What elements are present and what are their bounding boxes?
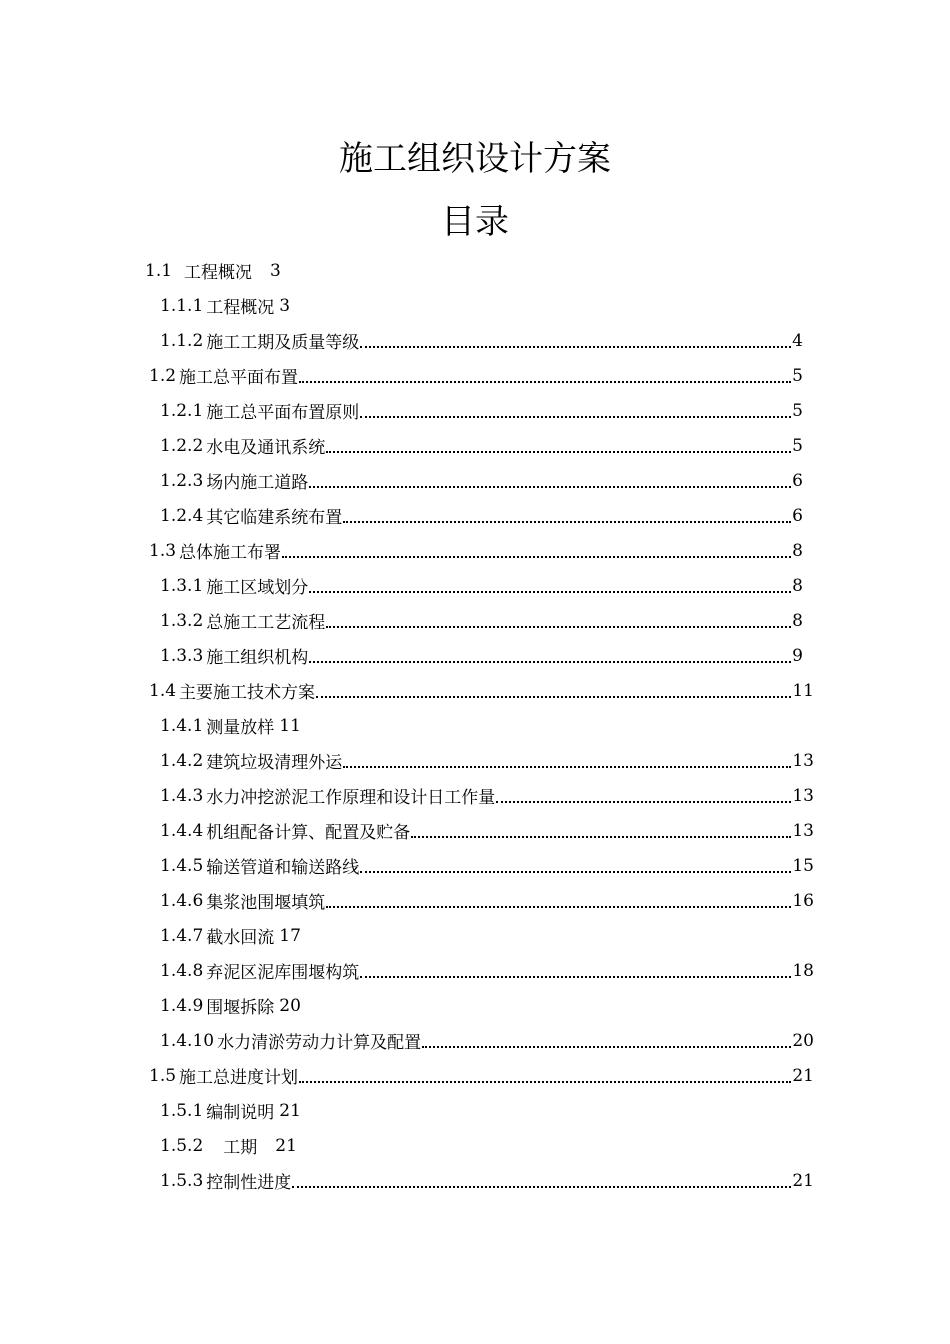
toc-entry-text: 总施工工艺流程 (206, 613, 326, 633)
toc-entry-text: 主要施工技术方案 (179, 683, 316, 703)
toc-entry-number: 1.3.3 (160, 645, 204, 666)
toc-entry-number: 1.3.1 (160, 575, 204, 596)
toc-entry[interactable] (0, 253, 950, 288)
toc-leader-dots (316, 678, 791, 698)
toc-leader-dots (309, 643, 791, 663)
toc-leader-dots (309, 573, 791, 593)
toc-leader-dots (360, 958, 791, 978)
toc-entry-number: 1.5.3 (160, 1170, 204, 1191)
toc-entry-text: 工程概况 (206, 298, 275, 318)
toc-entry[interactable] (0, 393, 803, 428)
toc-entry[interactable] (0, 778, 814, 813)
toc-entry[interactable] (0, 813, 814, 848)
toc-entry-page: 11 (279, 715, 301, 736)
toc-entry[interactable] (0, 708, 814, 743)
toc-entry-number: 1.1 (145, 260, 173, 281)
toc-entry-text: 施工工期及质量等级 (206, 333, 360, 353)
toc-entry[interactable] (0, 568, 803, 603)
toc-entry-number: 1.4.6 (160, 890, 204, 911)
toc-entry-page: 5 (792, 435, 803, 456)
toc-entry-page: 11 (792, 680, 814, 701)
toc-entry-page: 4 (792, 330, 803, 351)
toc-entry[interactable] (0, 1023, 814, 1058)
toc-entry-text: 弃泥区泥库围堰构筑 (206, 963, 360, 983)
toc-leader-dots (282, 538, 791, 558)
toc-leader-dots (343, 503, 791, 523)
toc-entry-text: 施工总平面布置 (179, 368, 299, 388)
toc-entry-number: 1.2 (149, 365, 177, 386)
toc-entry-text: 总体施工布署 (179, 543, 282, 563)
toc-leader-dots (343, 748, 791, 768)
toc-entry-number: 1.4.4 (160, 820, 204, 841)
toc-entry[interactable] (0, 323, 803, 358)
toc-entry-page: 3 (279, 295, 291, 316)
toc-entry[interactable] (0, 463, 803, 498)
toc-leader-dots (360, 328, 791, 348)
toc-entry-text: 编制说明 (206, 1103, 275, 1123)
toc-leader-dots (360, 398, 791, 418)
table-of-contents (0, 253, 950, 1198)
toc-entry[interactable] (0, 743, 814, 778)
toc-entry-page: 21 (275, 1135, 297, 1156)
toc-entry-page: 9 (792, 645, 803, 666)
toc-entry-page: 17 (279, 925, 301, 946)
toc-leader-dots (326, 433, 791, 453)
toc-entry-text: 工程概况 (184, 263, 253, 283)
toc-entry[interactable] (0, 428, 803, 463)
toc-entry-number: 1.2.1 (160, 400, 204, 421)
toc-entry-page: 20 (792, 1030, 814, 1051)
toc-leader-dots (411, 818, 791, 838)
toc-entry[interactable] (0, 638, 803, 673)
toc-entry-page: 21 (792, 1170, 814, 1191)
toc-entry-text: 控制性进度 (206, 1173, 292, 1193)
toc-leader-dots (326, 888, 791, 908)
toc-leader-dots (422, 1028, 791, 1048)
toc-entry-number: 1.4.9 (160, 995, 204, 1016)
toc-entry-number: 1.4.2 (160, 750, 204, 771)
toc-entry-page: 16 (792, 890, 814, 911)
toc-entry-text: 施工区域划分 (206, 578, 309, 598)
toc-entry-text: 水电及通讯系统 (206, 438, 326, 458)
toc-entry-page: 3 (270, 260, 281, 281)
toc-entry-number: 1.2.3 (160, 470, 204, 491)
toc-entry[interactable] (0, 1128, 814, 1163)
toc-entry-page: 13 (792, 785, 814, 806)
toc-entry-text: 水力清淤劳动力计算及配置 (217, 1033, 422, 1053)
toc-leader-dots (299, 1063, 791, 1083)
toc-entry-text: 水力冲挖淤泥工作原理和设计日工作量 (206, 788, 496, 808)
toc-entry-text: 围堰拆除 (206, 998, 275, 1018)
toc-entry[interactable] (0, 988, 814, 1023)
document-title: 施工组织设计方案 (339, 139, 611, 179)
toc-entry-text: 其它临建系统布置 (206, 508, 343, 528)
toc-entry[interactable] (0, 673, 814, 708)
toc-leader-dots (496, 783, 791, 803)
toc-entry-number: 1.2.4 (160, 505, 204, 526)
toc-entry-page: 13 (792, 750, 814, 771)
toc-entry-number: 1.4.5 (160, 855, 204, 876)
toc-entry[interactable] (0, 1058, 814, 1093)
toc-entry-number: 1.4.1 (160, 715, 204, 736)
toc-entry[interactable] (0, 1093, 814, 1128)
toc-entry-number: 1.4.3 (160, 785, 204, 806)
toc-entry[interactable] (0, 533, 803, 568)
toc-entry-text: 建筑垃圾清理外运 (206, 753, 343, 773)
toc-entry-number: 1.4.8 (160, 960, 204, 981)
toc-entry-number: 1.4.10 (160, 1030, 215, 1051)
toc-leader-dots (360, 853, 791, 873)
toc-entry-number: 1.1.2 (160, 330, 204, 351)
toc-entry-number: 1.5.2 (160, 1135, 204, 1156)
toc-entry-number: 1.4 (149, 680, 177, 701)
toc-entry-page: 13 (792, 820, 814, 841)
toc-entry-number: 1.3.2 (160, 610, 204, 631)
toc-entry-page: 8 (792, 540, 803, 561)
toc-entry-page: 6 (792, 470, 803, 491)
toc-entry-text: 截水回流 (206, 928, 275, 948)
toc-leader-dots (292, 1168, 791, 1188)
toc-entry[interactable] (0, 953, 814, 988)
toc-entry[interactable] (0, 603, 803, 638)
toc-entry-page: 20 (279, 995, 301, 1016)
toc-entry-text: 施工总平面布置原则 (206, 403, 360, 423)
toc-entry-number: 1.1.1 (160, 295, 204, 316)
toc-leader-dots (326, 608, 791, 628)
toc-entry-text: 输送管道和输送路线 (206, 858, 360, 878)
toc-entry[interactable] (0, 918, 814, 953)
toc-entry-number: 1.5.1 (160, 1100, 204, 1121)
toc-entry-number: 1.2.2 (160, 435, 204, 456)
toc-entry-text: 施工总进度计划 (179, 1068, 299, 1088)
toc-entry[interactable] (0, 358, 803, 393)
toc-leader-dots (299, 363, 791, 383)
toc-entry-number: 1.3 (149, 540, 177, 561)
toc-entry-page: 21 (792, 1065, 814, 1086)
toc-entry-page: 5 (792, 400, 803, 421)
toc-entry[interactable] (0, 848, 814, 883)
toc-entry-text: 施工组织机构 (206, 648, 309, 668)
toc-entry-number: 1.4.7 (160, 925, 204, 946)
toc-entry-number: 1.5 (149, 1065, 177, 1086)
toc-entry[interactable] (0, 498, 803, 533)
toc-entry-page: 6 (792, 505, 803, 526)
toc-entry-page: 21 (279, 1100, 301, 1121)
toc-entry-text: 机组配备计算、配置及贮备 (206, 823, 411, 843)
toc-entry-page: 18 (792, 960, 814, 981)
toc-entry-page: 5 (792, 365, 803, 386)
toc-entry-page: 8 (792, 610, 803, 631)
toc-entry-text: 场内施工道路 (206, 473, 309, 493)
toc-leader-dots (309, 468, 791, 488)
toc-entry[interactable] (0, 288, 814, 323)
toc-entry[interactable] (0, 883, 814, 918)
toc-entry-text: 测量放样 (206, 718, 275, 738)
toc-entry-page: 8 (792, 575, 803, 596)
toc-entry[interactable] (0, 1163, 814, 1198)
toc-entry-text: 工期 (223, 1138, 258, 1158)
toc-entry-text: 集浆池围堰填筑 (206, 893, 326, 913)
toc-heading: 目录 (441, 202, 509, 242)
toc-entry-page: 15 (792, 855, 814, 876)
